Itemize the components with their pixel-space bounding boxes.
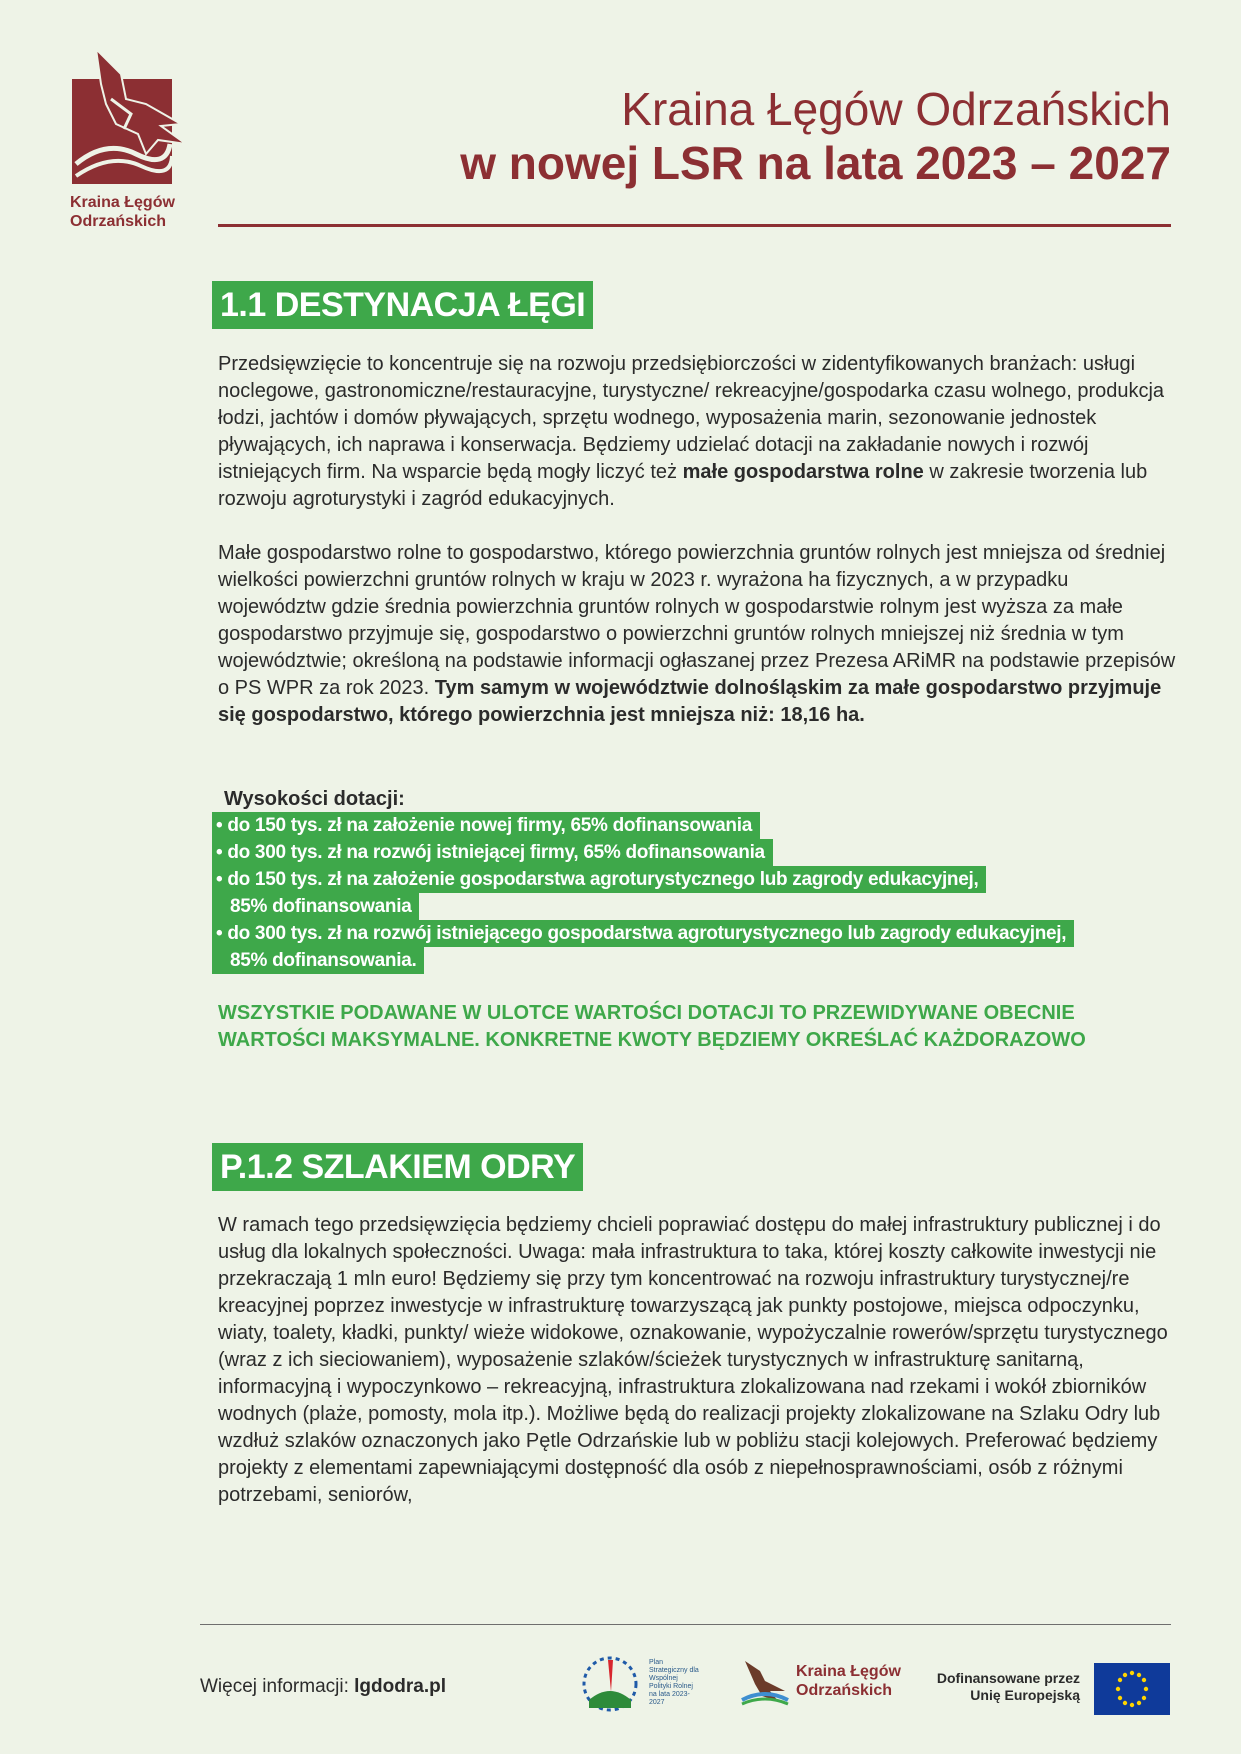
footer-divider (200, 1624, 1171, 1625)
logo-line1: Kraina Łęgów (70, 194, 175, 211)
title-line2: w nowej LSR na lata 2023 – 2027 (460, 137, 1171, 189)
lgd-small-logo (740, 1656, 901, 1706)
grant-item-3-cont: 85% dofinansowania (212, 893, 419, 920)
lgd-logo (66, 44, 216, 231)
lgd-small-line2: Odrzańskich (796, 1682, 893, 1699)
psp-wpr-text: Plan Strategiczny dla Wspólnej Polityki Rolnej na lata 2023-2027 (649, 1659, 699, 1706)
page-title (460, 82, 1171, 190)
grants-label: Wysokości dotacji: (224, 788, 405, 810)
lgd-small-line1: Kraina Łęgów (796, 1663, 901, 1680)
grant-item-3: • do 150 tys. zł na założenie gospodarstwa agroturystycznego lub zagrody edukacyjnej, (212, 866, 986, 893)
footer-info (200, 1676, 446, 1698)
footer-info-label: Więcej informacji: (200, 1676, 355, 1697)
logo-line2: Odrzańskich (70, 213, 167, 230)
para1-end: w zakresie tworzenia lub rozwoju agroturystyki i zagród edukacyjnych. (218, 461, 1148, 510)
psp-wpr-logo (575, 1652, 699, 1714)
para2-bold: Tym samym w województwie dolnośląskim za małe gospodarstwo przyjmuje się gospodarstwo, którego powierzchnia jest mniejsza niż: 18,16 ha. (218, 677, 1162, 726)
section1-paragraph1 (218, 351, 1178, 513)
eagle-logo-icon (66, 44, 206, 189)
grants-list (212, 812, 1074, 974)
eu-line1: Dofinansowane przez (936, 1670, 1080, 1686)
section2-paragraph: W ramach tego przedsięwzięcia będziemy chcieli poprawiać dostępu do małej infrastruktury publicznej i do usług dla lokalnych społeczności. Uwaga: mała infrastruktura to taka, której koszty całkowite inwestycji nie przekraczają 1 mln euro! Będziemy się przy tym koncentrować na rozwoju infrastruktury turystycznej/re kreacyjnej poprzez inwestycje w infrastrukturę towarzyszącą jak punkty postojowe, miejsca odpoczynku, wiaty, toalety, kładki, punkty/ wieże widokowe, oznakowanie, wypożyczalnie rowerów/sprzętu turystycznego (wraz z ich sieciowaniem), wyposażenie szlaków/ścieżek turystycznych w infrastrukturę sanitarną, informacyjną i wypoczynkowo – rekreacyjną, infrastruktura zlokalizowana nad rzekami i wokół zbiorników wodnych (plaże, pomosty, mola itp.). Możliwe będą do realizacji projekty zlokalizowane na Szlaku Odry lub wzdłuż szlaków oznaczonych jako Pętle Odrzańskie lub w pobliżu stacji kolejowych. Preferować będziemy projekty z elementami zapewniającymi dostępność dla osób z niepełnosprawnościami, osób z różnymi potrzebami, seniorów, (218, 1214, 1168, 1506)
eagle-small-icon (740, 1656, 790, 1706)
section1-heading: 1.1 DESTYNACJA ŁĘGI (212, 281, 593, 329)
title-line1: Kraina Łęgów Odrzańskich (621, 83, 1171, 135)
footer-info-link[interactable]: lgdodra.pl (354, 1676, 446, 1697)
header-divider (218, 224, 1171, 227)
grants-notice: WSZYSTKIE PODAWANE W ULOTCE WARTOŚCI DOTACJI TO PRZEWIDYWANE OBECNIE WARTOŚCI MAKSYMALNE. KONKRETNE KWOTY BĘDZIEMY OKREŚLAĆ KAŻDORAZOWO (218, 1002, 1086, 1051)
section1-paragraph2 (218, 540, 1178, 729)
para2-text: Małe gospodarstwo rolne to gospodarstwo, którego powierzchnia gruntów rolnych jest mniejsza od średniej wielkości powierzchni gruntów rolnych w kraju w 2023 r. wyrażona ha fizycznych, a w przypadku województw gdzie średnia powierzchnia gruntów rolnych w gospodarstwie rolnym jest wyższa za małe gospodarstwo przyjmuje się, gospodarstwo o powierzchni gruntów rolnych mniejszej niż średnia w tym województwie; określoną na podstawie informacji ogłaszanej przez Prezesa ARiMR na podstawie przepisów o PS WPR za rok 2023. (218, 542, 1176, 699)
eu-flag-icon (1094, 1663, 1170, 1715)
section2-heading: P.1.2 SZLAKIEM ODRY (212, 1143, 583, 1191)
para1-text: Przedsięwzięcie to koncentruje się na rozwoju przedsiębiorczości w zidentyfikowanych branżach: usługi noclegowe, gastronomiczne/restauracyjne, turystyczne/ rekreacyjne/gospodarka czasu wolnego, produkcja łodzi, jachtów i domów pływających, sprzętu wodnego, wyposażenia marin, sezonowanie jednostek pływających, ich naprawa i konserwacja. Będziemy udzielać dotacji na zakładanie nowych i rozwój istniejących firm. Na wsparcie będą mogły liczyć też (218, 353, 1165, 483)
grant-item-4-cont: 85% dofinansowania. (212, 947, 424, 974)
grant-item-1: • do 150 tys. zł na założenie nowej firmy, 65% dofinansowania (212, 812, 760, 839)
eu-cofinancing-text (930, 1670, 1080, 1704)
grant-item-2: • do 300 tys. zł na rozwój istniejącej firmy, 65% dofinansowania (212, 839, 773, 866)
psp-wpr-emblem-icon (575, 1652, 645, 1714)
para1-bold: małe gospodarstwa rolne (682, 461, 924, 483)
eu-line2: Unię Europejską (970, 1687, 1080, 1703)
grant-item-4: • do 300 tys. zł na rozwój istniejącego gospodarstwa agroturystycznego lub zagrody edukacyjnej, (212, 920, 1074, 947)
